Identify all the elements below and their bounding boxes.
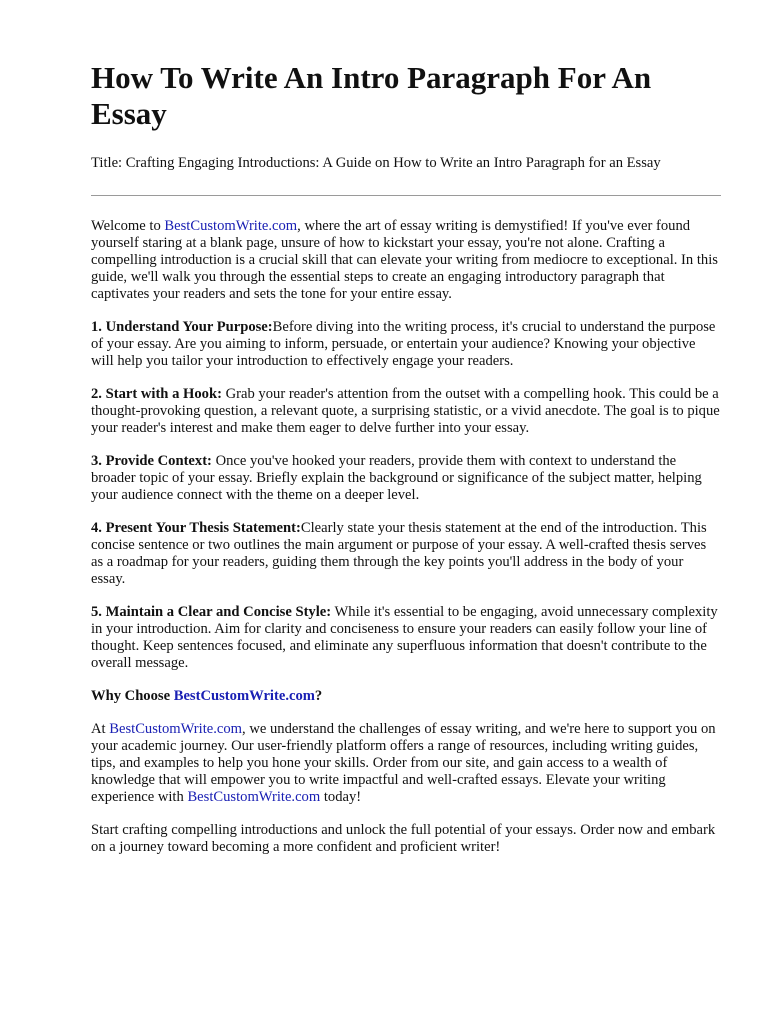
site-link[interactable]: BestCustomWrite.com: [109, 721, 243, 737]
why-choose-heading: [91, 688, 720, 705]
about-text-before: At: [91, 721, 110, 737]
document-subtitle: Title: Crafting Engaging Introductions: A Guide on How to Write an Intro Paragraph for an Essay: [91, 155, 661, 171]
step-heading-4: 4. Present Your Thesis Statement:: [91, 520, 301, 536]
site-link[interactable]: BestCustomWrite.com: [164, 218, 298, 234]
page-title: How To Write An Intro Paragraph For An Essay: [91, 60, 652, 131]
step-text-5: While it's essential to be engaging, avoid unnecessary complexity in your introduction. Aim for clarity and conciseness to ensure your readers can easily follow your line of thought. Keep sentences focused, and eliminate any superfluous information that doesn't contribute to the overall message.: [91, 604, 718, 671]
why-choose-suffix: ?: [314, 688, 323, 704]
site-link[interactable]: BestCustomWrite.com: [187, 789, 321, 805]
step-text-2: Grab your reader's attention from the outset with a compelling hook. This could be a thought-provoking question, a relevant quote, a surprising statistic, or a vivid anecdote. The goal is to pique your reader's interest and make them eager to delve further into your essay.: [91, 386, 720, 436]
step-paragraph-2: [91, 386, 720, 437]
step-paragraph-1: [91, 319, 720, 370]
divider: [91, 195, 721, 196]
step-paragraph-4: [91, 520, 720, 588]
about-paragraph: [91, 721, 720, 806]
step-heading-5: 5. Maintain a Clear and Concise Style:: [91, 604, 332, 620]
about-text-after: today!: [320, 789, 362, 805]
step-text-3: Once you've hooked your readers, provide them with context to understand the broader topic of your essay. Briefly explain the background or significance of the subject matter, helping your audience connect with the theme on a deeper level.: [91, 453, 702, 503]
intro-paragraph: [91, 218, 720, 303]
step-heading-3: 3. Provide Context:: [91, 453, 212, 469]
step-text-4: Clearly state your thesis statement at the end of the introduction. This concise sentence or two outlines the main argument or purpose of your essay. A well-crafted thesis serves as a roadmap for your readers, guiding them through the key points you'll address in the body of your essay.: [91, 520, 707, 587]
step-paragraph-5: [91, 604, 720, 672]
step-text-1: Before diving into the writing process, it's crucial to understand the purpose of your essay. Are you aiming to inform, persuade, or entertain your audience? Knowing your objective will help you tailor your introduction to effectively engage your readers.: [91, 319, 716, 369]
intro-text-before: Welcome to: [91, 218, 165, 234]
site-link[interactable]: BestCustomWrite.com: [173, 688, 315, 704]
closing-paragraph: Start crafting compelling introductions and unlock the full potential of your essays. Order now and embark on a journey toward becoming a more confident and proficient writer!: [91, 822, 716, 855]
intro-text-after: , where the art of essay writing is demystified! If you've ever found yourself staring at a blank page, unsure of how to kickstart your essay, you're not alone. Crafting a compelling introduction is a crucial skill that can elevate your writing from mediocre to exceptional. In this guide, we'll walk you through the essential steps to create an engaging introductory paragraph that captivates your readers and sets the tone for your entire essay.: [91, 218, 718, 302]
step-heading-2: 2. Start with a Hook:: [91, 386, 222, 402]
step-heading-1: 1. Understand Your Purpose:: [91, 319, 273, 335]
about-text-middle: , we understand the challenges of essay writing, and we're here to support you on your academic journey. Our user-friendly platform offers a range of resources, including writing guides, tips, and examples to help you hone your skills. Order from our site, and gain access to a wealth of knowledge that will empower you to write impactful and well-crafted essays. Elevate your writing experience with: [91, 721, 716, 805]
why-choose-label: Why Choose: [91, 688, 174, 704]
step-paragraph-3: [91, 453, 720, 504]
